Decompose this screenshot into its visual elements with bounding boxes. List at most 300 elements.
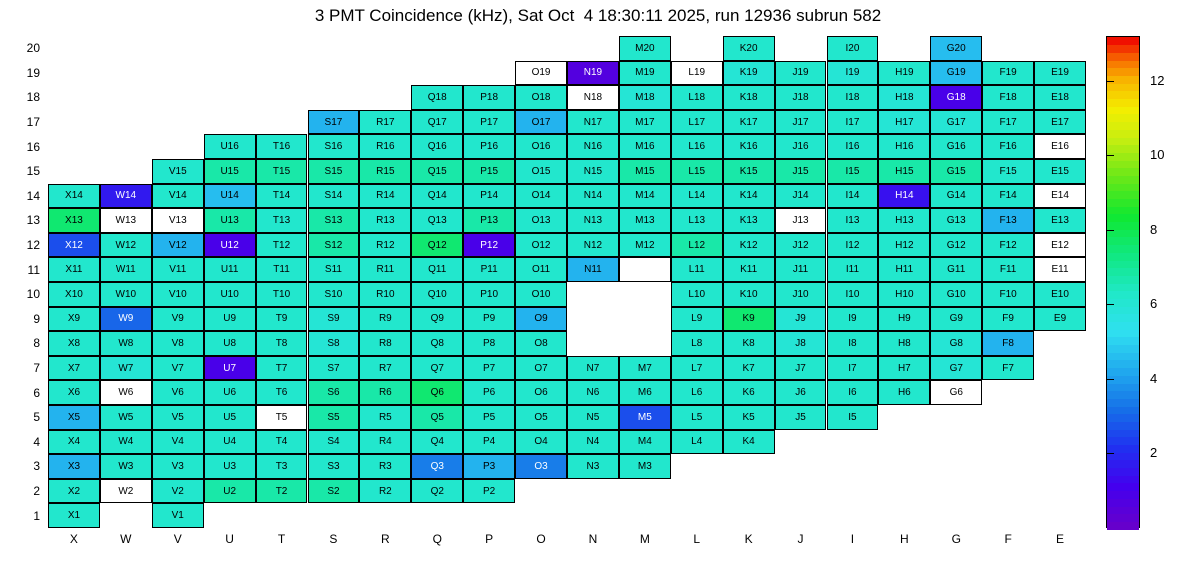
colorbar-segment bbox=[1107, 145, 1139, 153]
heatmap-cell: V14 bbox=[152, 184, 204, 209]
x-axis-label: K bbox=[744, 532, 753, 546]
heatmap-cell: S16 bbox=[308, 134, 360, 159]
heatmap-cell: V13 bbox=[152, 208, 204, 233]
heatmap-cell: S7 bbox=[308, 356, 360, 381]
heatmap-cell: H18 bbox=[878, 85, 930, 110]
heatmap-cell: K13 bbox=[723, 208, 775, 233]
heatmap-cell bbox=[619, 257, 671, 282]
heatmap-cell: N17 bbox=[567, 110, 619, 135]
y-axis-label: 10 bbox=[26, 287, 40, 302]
colorbar-segment bbox=[1107, 275, 1139, 283]
colorbar-segment bbox=[1107, 429, 1139, 437]
heatmap-cell: S4 bbox=[308, 430, 360, 455]
colorbar-segment bbox=[1107, 414, 1139, 422]
heatmap-cell: L8 bbox=[671, 331, 723, 356]
colorbar-segment bbox=[1107, 60, 1139, 68]
heatmap-cell: N11 bbox=[567, 257, 619, 282]
x-axis-label: R bbox=[381, 532, 390, 546]
heatmap-cell: L4 bbox=[671, 430, 723, 455]
heatmap-cell: V9 bbox=[152, 307, 204, 332]
y-axis-label: 12 bbox=[26, 238, 40, 253]
x-axis-label: H bbox=[900, 532, 909, 546]
colorbar-segment bbox=[1107, 260, 1139, 268]
heatmap-cell: T5 bbox=[256, 405, 308, 430]
heatmap-cell: R17 bbox=[359, 110, 411, 135]
heatmap-cell: H19 bbox=[878, 61, 930, 86]
heatmap-cell: K8 bbox=[723, 331, 775, 356]
heatmap-cell: O16 bbox=[515, 134, 567, 159]
heatmap-cell: U10 bbox=[204, 282, 256, 307]
heatmap-cell: R5 bbox=[359, 405, 411, 430]
heatmap-cell: P13 bbox=[463, 208, 515, 233]
colorbar-segment bbox=[1107, 129, 1139, 137]
heatmap-cell: L12 bbox=[671, 233, 723, 258]
heatmap-cell: P2 bbox=[463, 479, 515, 504]
x-axis-label: U bbox=[225, 532, 234, 546]
heatmap-cell: H16 bbox=[878, 134, 930, 159]
colorbar-segment bbox=[1107, 460, 1139, 468]
colorbar-segment bbox=[1107, 506, 1139, 514]
x-axis-label: Q bbox=[432, 532, 442, 546]
heatmap-cell: S9 bbox=[308, 307, 360, 332]
heatmap-cell: M5 bbox=[619, 405, 671, 430]
x-axis-label: M bbox=[639, 532, 650, 546]
colorbar-segment bbox=[1107, 37, 1139, 45]
heatmap-cell: M17 bbox=[619, 110, 671, 135]
colorbar-tick-label: 4 bbox=[1150, 370, 1158, 386]
heatmap-cell: R4 bbox=[359, 430, 411, 455]
heatmap-cell: J15 bbox=[775, 159, 827, 184]
colorbar-segment bbox=[1107, 360, 1139, 368]
heatmap-cell: M14 bbox=[619, 184, 671, 209]
heatmap-cell: K12 bbox=[723, 233, 775, 258]
heatmap-cell: Q15 bbox=[411, 159, 463, 184]
colorbar-segment bbox=[1107, 329, 1139, 337]
heatmap-cell: J16 bbox=[775, 134, 827, 159]
heatmap-cell: P7 bbox=[463, 356, 515, 381]
colorbar-segment bbox=[1107, 406, 1139, 414]
heatmap-cell: O17 bbox=[515, 110, 567, 135]
heatmap-cell: G14 bbox=[930, 184, 982, 209]
heatmap-cell: L5 bbox=[671, 405, 723, 430]
heatmap-cell: Q9 bbox=[411, 307, 463, 332]
heatmap-cell: V12 bbox=[152, 233, 204, 258]
heatmap-cell: X5 bbox=[48, 405, 100, 430]
y-axis-label: 17 bbox=[26, 115, 40, 130]
heatmap-cell: R16 bbox=[359, 134, 411, 159]
heatmap-cell: M16 bbox=[619, 134, 671, 159]
heatmap-cell: P4 bbox=[463, 430, 515, 455]
heatmap-cell: O7 bbox=[515, 356, 567, 381]
heatmap-cell: H13 bbox=[878, 208, 930, 233]
y-axis-label: 18 bbox=[26, 90, 40, 105]
heatmap-cell: S5 bbox=[308, 405, 360, 430]
colorbar-segment bbox=[1107, 345, 1139, 353]
heatmap-cell: P3 bbox=[463, 454, 515, 479]
x-axis-label: P bbox=[485, 532, 494, 546]
x-axis-label: S bbox=[329, 532, 338, 546]
heatmap-cell: T7 bbox=[256, 356, 308, 381]
colorbar-segment bbox=[1107, 368, 1139, 376]
heatmap-cell: Q4 bbox=[411, 430, 463, 455]
heatmap-cell: S2 bbox=[308, 479, 360, 504]
heatmap-cell: I11 bbox=[827, 257, 879, 282]
colorbar-segment bbox=[1107, 521, 1139, 529]
heatmap-cell: H8 bbox=[878, 331, 930, 356]
heatmap-cell: X7 bbox=[48, 356, 100, 381]
heatmap-cell: J10 bbox=[775, 282, 827, 307]
heatmap-cell: M3 bbox=[619, 454, 671, 479]
heatmap-cell: Q6 bbox=[411, 380, 463, 405]
colorbar-segment bbox=[1107, 99, 1139, 107]
heatmap-cell: Q7 bbox=[411, 356, 463, 381]
heatmap-cell: O19 bbox=[515, 61, 567, 86]
heatmap-cell: L19 bbox=[671, 61, 723, 86]
heatmap-cell: W3 bbox=[100, 454, 152, 479]
heatmap-cell: T12 bbox=[256, 233, 308, 258]
heatmap-cell: U11 bbox=[204, 257, 256, 282]
heatmap-cell: J5 bbox=[775, 405, 827, 430]
heatmap-cell: U3 bbox=[204, 454, 256, 479]
heatmap-cell: R13 bbox=[359, 208, 411, 233]
colorbar-segment bbox=[1107, 106, 1139, 114]
heatmap-cell: N4 bbox=[567, 430, 619, 455]
y-axis-label: 15 bbox=[26, 164, 40, 179]
heatmap-cell: G18 bbox=[930, 85, 982, 110]
heatmap-cell: T4 bbox=[256, 430, 308, 455]
heatmap-cell: U5 bbox=[204, 405, 256, 430]
heatmap-cell: N3 bbox=[567, 454, 619, 479]
x-axis-label: G bbox=[951, 532, 961, 546]
heatmap-cell: F17 bbox=[982, 110, 1034, 135]
heatmap-cell: G19 bbox=[930, 61, 982, 86]
heatmap-cell: E16 bbox=[1034, 134, 1086, 159]
heatmap-cell: U13 bbox=[204, 208, 256, 233]
heatmap-cell: P12 bbox=[463, 233, 515, 258]
heatmap-cell: P10 bbox=[463, 282, 515, 307]
heatmap-cell: X6 bbox=[48, 380, 100, 405]
heatmap-cell: I20 bbox=[827, 36, 879, 61]
heatmap-cell: S10 bbox=[308, 282, 360, 307]
x-axis-label: F bbox=[1004, 532, 1012, 546]
heatmap-cell: W12 bbox=[100, 233, 152, 258]
y-axis-label: 3 bbox=[33, 459, 40, 474]
y-axis-label: 19 bbox=[26, 65, 40, 80]
heatmap-cell: Q17 bbox=[411, 110, 463, 135]
heatmap-cell: R14 bbox=[359, 184, 411, 209]
colorbar-tick-label: 10 bbox=[1150, 147, 1165, 163]
x-axis-label: X bbox=[69, 532, 78, 546]
heatmap-grid bbox=[48, 36, 1086, 528]
heatmap-cell: X9 bbox=[48, 307, 100, 332]
heatmap-cell: V8 bbox=[152, 331, 204, 356]
y-axis-label: 8 bbox=[33, 336, 40, 351]
heatmap-cell: T10 bbox=[256, 282, 308, 307]
heatmap-cell: R10 bbox=[359, 282, 411, 307]
heatmap-cell: M15 bbox=[619, 159, 671, 184]
colorbar-segment bbox=[1107, 321, 1139, 329]
heatmap-cell: J6 bbox=[775, 380, 827, 405]
heatmap-cell: P5 bbox=[463, 405, 515, 430]
colorbar-segment bbox=[1107, 122, 1139, 130]
colorbar-segment bbox=[1107, 291, 1139, 299]
heatmap-cell: J7 bbox=[775, 356, 827, 381]
heatmap-cell: I19 bbox=[827, 61, 879, 86]
x-axis-label: J bbox=[797, 532, 804, 546]
colorbar-tick-label: 8 bbox=[1150, 221, 1158, 237]
x-axis-label: L bbox=[693, 532, 701, 546]
y-axis-label: 11 bbox=[27, 262, 40, 277]
heatmap-cell: N12 bbox=[567, 233, 619, 258]
heatmap-cell: Q14 bbox=[411, 184, 463, 209]
heatmap-cell: H15 bbox=[878, 159, 930, 184]
heatmap-cell: S14 bbox=[308, 184, 360, 209]
heatmap-cell: F19 bbox=[982, 61, 1034, 86]
heatmap-cell: I14 bbox=[827, 184, 879, 209]
heatmap-cell: P6 bbox=[463, 380, 515, 405]
colorbar-segment bbox=[1107, 383, 1139, 391]
heatmap-cell: J17 bbox=[775, 110, 827, 135]
colorbar-segment bbox=[1107, 252, 1139, 260]
colorbar-segment bbox=[1107, 183, 1139, 191]
heatmap-cell: U15 bbox=[204, 159, 256, 184]
x-axis-label: E bbox=[1056, 532, 1065, 546]
heatmap-cell: G17 bbox=[930, 110, 982, 135]
heatmap-cell: S12 bbox=[308, 233, 360, 258]
heatmap-cell: W4 bbox=[100, 430, 152, 455]
heatmap-cell: W14 bbox=[100, 184, 152, 209]
heatmap-cell: G8 bbox=[930, 331, 982, 356]
colorbar-segment bbox=[1107, 498, 1139, 506]
heatmap-cell: M7 bbox=[619, 356, 671, 381]
y-axis-label: 9 bbox=[33, 311, 40, 326]
heatmap-cell: U7 bbox=[204, 356, 256, 381]
colorbar-segment bbox=[1107, 175, 1139, 183]
heatmap-cell: K6 bbox=[723, 380, 775, 405]
heatmap-cell: X2 bbox=[48, 479, 100, 504]
heatmap-cell: K20 bbox=[723, 36, 775, 61]
heatmap-cell: W11 bbox=[100, 257, 152, 282]
heatmap-cell: O4 bbox=[515, 430, 567, 455]
heatmap-cell: V1 bbox=[152, 503, 204, 528]
heatmap-cell: G20 bbox=[930, 36, 982, 61]
heatmap-cell: I13 bbox=[827, 208, 879, 233]
heatmap-cell: V7 bbox=[152, 356, 204, 381]
heatmap-cell: V10 bbox=[152, 282, 204, 307]
heatmap-cell: S13 bbox=[308, 208, 360, 233]
heatmap-cell: G13 bbox=[930, 208, 982, 233]
colorbar-segment bbox=[1107, 306, 1139, 314]
heatmap-cell: W8 bbox=[100, 331, 152, 356]
heatmap-cell: P9 bbox=[463, 307, 515, 332]
heatmap-cell: K18 bbox=[723, 85, 775, 110]
y-axis-label: 5 bbox=[33, 410, 40, 425]
heatmap-cell: K16 bbox=[723, 134, 775, 159]
colorbar-tick-label: 12 bbox=[1150, 72, 1165, 88]
y-axis-label: 6 bbox=[33, 385, 40, 400]
heatmap-cell: U2 bbox=[204, 479, 256, 504]
colorbar-segment bbox=[1107, 245, 1139, 253]
colorbar-segment bbox=[1107, 68, 1139, 76]
heatmap-cell: W10 bbox=[100, 282, 152, 307]
heatmap-cell: O13 bbox=[515, 208, 567, 233]
colorbar-segment bbox=[1107, 237, 1139, 245]
heatmap-cell: G12 bbox=[930, 233, 982, 258]
heatmap-cell: H17 bbox=[878, 110, 930, 135]
heatmap-cell: J12 bbox=[775, 233, 827, 258]
colorbar-tick-label: 2 bbox=[1150, 445, 1158, 461]
heatmap-cell: X13 bbox=[48, 208, 100, 233]
colorbar-segment bbox=[1107, 206, 1139, 214]
heatmap-cell: H11 bbox=[878, 257, 930, 282]
heatmap-cell: M20 bbox=[619, 36, 671, 61]
heatmap-cell: O15 bbox=[515, 159, 567, 184]
heatmap-cell: H9 bbox=[878, 307, 930, 332]
heatmap-cell: J19 bbox=[775, 61, 827, 86]
heatmap-cell: O3 bbox=[515, 454, 567, 479]
heatmap-cell: S17 bbox=[308, 110, 360, 135]
y-axis-label: 13 bbox=[26, 213, 40, 228]
heatmap-cell: K17 bbox=[723, 110, 775, 135]
heatmap-cell: V2 bbox=[152, 479, 204, 504]
heatmap-cell: X3 bbox=[48, 454, 100, 479]
heatmap-cell: N7 bbox=[567, 356, 619, 381]
heatmap-cell: O11 bbox=[515, 257, 567, 282]
heatmap-cell: P11 bbox=[463, 257, 515, 282]
heatmap-cell: M13 bbox=[619, 208, 671, 233]
heatmap-cell: F13 bbox=[982, 208, 1034, 233]
heatmap-cell: V5 bbox=[152, 405, 204, 430]
heatmap-cell: P17 bbox=[463, 110, 515, 135]
heatmap-cell: Q11 bbox=[411, 257, 463, 282]
colorbar-segment bbox=[1107, 398, 1139, 406]
heatmap-cell: X14 bbox=[48, 184, 100, 209]
heatmap-cell: S15 bbox=[308, 159, 360, 184]
heatmap-cell: F10 bbox=[982, 282, 1034, 307]
heatmap-cell: I12 bbox=[827, 233, 879, 258]
heatmap-cell: Q12 bbox=[411, 233, 463, 258]
y-axis-label: 7 bbox=[33, 361, 40, 376]
colorbar-segment bbox=[1107, 222, 1139, 230]
colorbar-segment bbox=[1107, 475, 1139, 483]
heatmap-cell: I6 bbox=[827, 380, 879, 405]
colorbar-segment bbox=[1107, 314, 1139, 322]
heatmap-cell: I9 bbox=[827, 307, 879, 332]
heatmap-cell: G7 bbox=[930, 356, 982, 381]
colorbar-tick bbox=[1106, 453, 1114, 454]
heatmap-cell: H7 bbox=[878, 356, 930, 381]
heatmap-cell: L7 bbox=[671, 356, 723, 381]
heatmap-cell: L14 bbox=[671, 184, 723, 209]
heatmap-cell: M18 bbox=[619, 85, 671, 110]
heatmap-cell: K10 bbox=[723, 282, 775, 307]
heatmap-cell: J11 bbox=[775, 257, 827, 282]
heatmap-cell: U8 bbox=[204, 331, 256, 356]
heatmap-cell: O12 bbox=[515, 233, 567, 258]
heatmap-cell: U16 bbox=[204, 134, 256, 159]
heatmap-cell: T6 bbox=[256, 380, 308, 405]
colorbar-segment bbox=[1107, 337, 1139, 345]
heatmap-cell: P8 bbox=[463, 331, 515, 356]
colorbar-segment bbox=[1107, 83, 1139, 91]
heatmap-cell: F14 bbox=[982, 184, 1034, 209]
heatmap-cell: O9 bbox=[515, 307, 567, 332]
heatmap-cell: O14 bbox=[515, 184, 567, 209]
x-axis-label: W bbox=[120, 532, 132, 546]
colorbar-segment bbox=[1107, 268, 1139, 276]
heatmap-cell: T9 bbox=[256, 307, 308, 332]
heatmap-cell: F9 bbox=[982, 307, 1034, 332]
colorbar-segment bbox=[1107, 114, 1139, 122]
heatmap-cell: I10 bbox=[827, 282, 879, 307]
heatmap-cell: H6 bbox=[878, 380, 930, 405]
heatmap-cell: U6 bbox=[204, 380, 256, 405]
heatmap-cell: R7 bbox=[359, 356, 411, 381]
heatmap-cell: T16 bbox=[256, 134, 308, 159]
colorbar-segment bbox=[1107, 421, 1139, 429]
heatmap-cell: R3 bbox=[359, 454, 411, 479]
heatmap-cell: K5 bbox=[723, 405, 775, 430]
heatmap-cell: L11 bbox=[671, 257, 723, 282]
heatmap-cell: E10 bbox=[1034, 282, 1086, 307]
heatmap-cell: W5 bbox=[100, 405, 152, 430]
heatmap-cell: I17 bbox=[827, 110, 879, 135]
heatmap-cell: H12 bbox=[878, 233, 930, 258]
heatmap-cell: S6 bbox=[308, 380, 360, 405]
heatmap-cell: G16 bbox=[930, 134, 982, 159]
x-axis-label: N bbox=[588, 532, 598, 546]
heatmap-cell: G6 bbox=[930, 380, 982, 405]
heatmap-cell: M19 bbox=[619, 61, 671, 86]
colorbar-segment bbox=[1107, 52, 1139, 60]
y-axis-label: 16 bbox=[26, 139, 40, 154]
heatmap-cell: U12 bbox=[204, 233, 256, 258]
heatmap-cell: M4 bbox=[619, 430, 671, 455]
heatmap-cell: E18 bbox=[1034, 85, 1086, 110]
heatmap-cell: F16 bbox=[982, 134, 1034, 159]
heatmap-cell: E15 bbox=[1034, 159, 1086, 184]
heatmap-cell: Q16 bbox=[411, 134, 463, 159]
heatmap-cell: X8 bbox=[48, 331, 100, 356]
colorbar-tick bbox=[1106, 379, 1114, 380]
heatmap-cell: K7 bbox=[723, 356, 775, 381]
heatmap-cell: V11 bbox=[152, 257, 204, 282]
x-axis-label: T bbox=[277, 532, 286, 546]
colorbar-segment bbox=[1107, 168, 1139, 176]
heatmap-cell: S8 bbox=[308, 331, 360, 356]
heatmap-cell: U14 bbox=[204, 184, 256, 209]
heatmap-cell: J13 bbox=[775, 208, 827, 233]
heatmap-cell: J9 bbox=[775, 307, 827, 332]
heatmap-cell: M6 bbox=[619, 380, 671, 405]
colorbar-segment bbox=[1107, 75, 1139, 83]
heatmap-cell: F8 bbox=[982, 331, 1034, 356]
heatmap-cell: V6 bbox=[152, 380, 204, 405]
heatmap-cell: R2 bbox=[359, 479, 411, 504]
heatmap-cell: K4 bbox=[723, 430, 775, 455]
colorbar-segment bbox=[1107, 191, 1139, 199]
colorbar-segment bbox=[1107, 198, 1139, 206]
heatmap-cell: K14 bbox=[723, 184, 775, 209]
heatmap-cell: L18 bbox=[671, 85, 723, 110]
heatmap-cell: N5 bbox=[567, 405, 619, 430]
heatmap-cell: I5 bbox=[827, 405, 879, 430]
heatmap-cell: W13 bbox=[100, 208, 152, 233]
heatmap-cell: J14 bbox=[775, 184, 827, 209]
heatmap-cell: V3 bbox=[152, 454, 204, 479]
colorbar-segment bbox=[1107, 45, 1139, 53]
y-axis-label: 1 bbox=[33, 508, 40, 523]
